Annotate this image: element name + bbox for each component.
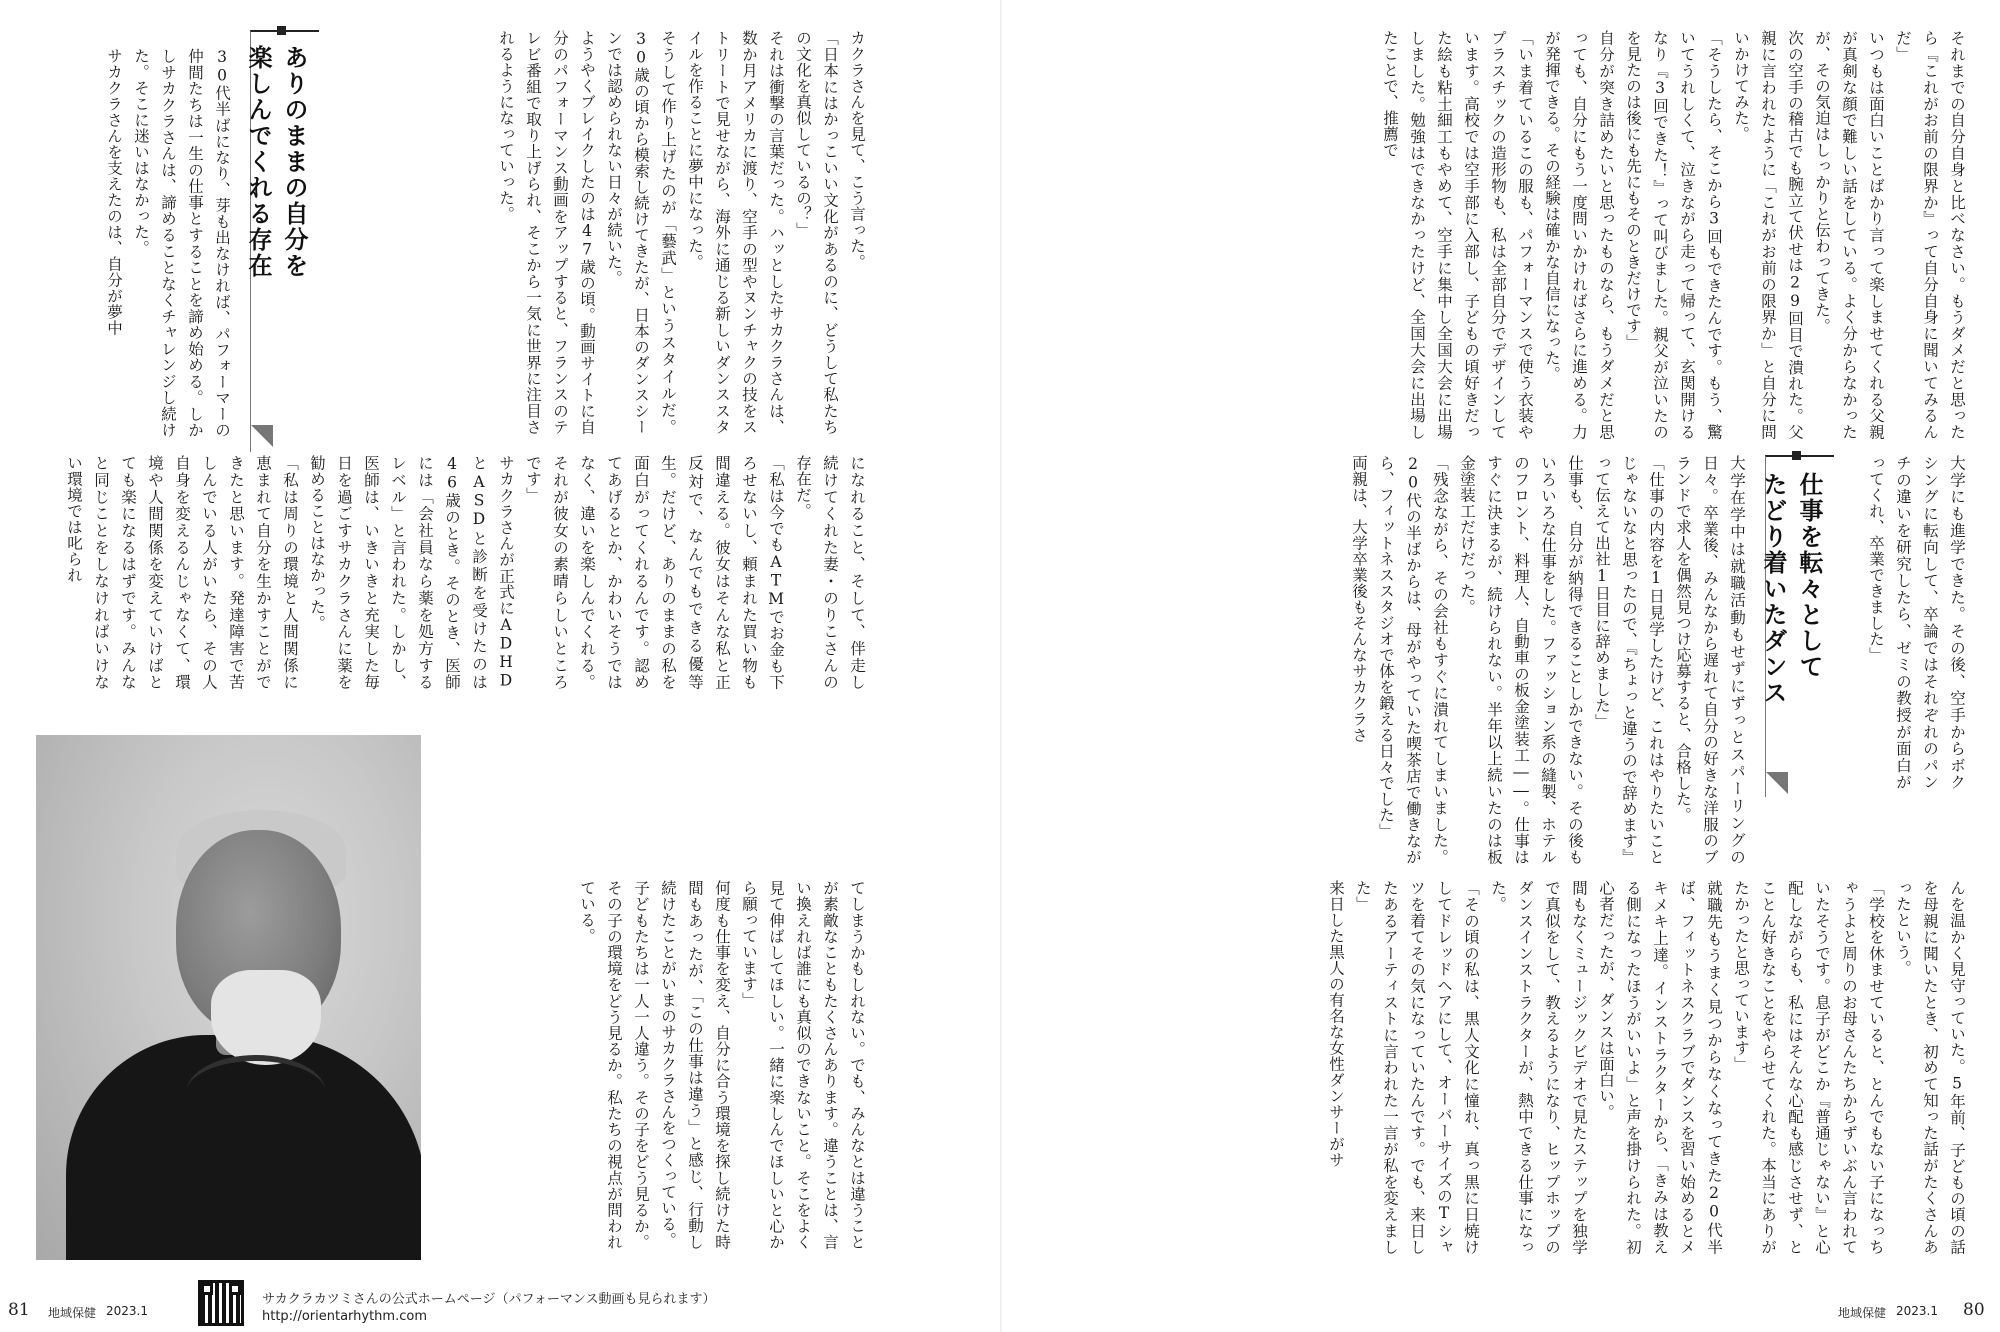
- left-top-column-2: 30代半ばになり、芽も出なければ、パフォーマーの仲間たちは一生の仕事とすることを諦め始める。しかしサカクラさんは、諦めることなくチャレンジし続けた。そこに迷いはなかった。 サカクラさんを支えたのは、自分が夢中: [105, 48, 231, 438]
- left-section-heading: ありのままの自分を 楽しんでくれる存在: [244, 45, 308, 279]
- left-magazine-name: 地域保健: [48, 1306, 97, 1320]
- page-gutter: [1000, 0, 1002, 1332]
- left-issue: 2023.1: [106, 1304, 148, 1318]
- homepage-caption: サカクラカツミさんの公式ホームページ（パフォーマンス動画も見られます）: [262, 1292, 716, 1307]
- left-heading-tail: [251, 425, 273, 447]
- right-top-column: それまでの自分自身と比べなさい。もうダメだと思ったら『これがお前の限界か』って自分自身に聞いてみるんだ」 いつもは面白いことばかり言って楽しませてくれる父親が真剣な顔で難しい話をしている。よく分からなかったが、その気迫はしっかりと伝わってきた。 次の空手の稽古でも腕立て伏せは29回目で潰れた。父親に言われたように「これがお前の限界か」と自分に問いかけてみた。 「そうしたら、そこから3回もできたんです。もう、驚いてうれしくて、泣きながら走って帰って、玄関開けるなり『3回できた！』って叫びました。親父が泣いたのを見たのは後にも先にもそのときだけです」 自分が突き詰めたいと思ったものなら、もうダメだと思っても、自分にもう一度問いかければさらに進める。力が発揮できる。その経験は確かな自信になった。 「いま着ているこの服も、パフォーマンスで使う衣装やプラスチックの造形物も、私は全部自分でデザインしています。高校では空手部に入部し、子どもの頃好きだった絵も粘土細工もやめて、空手に集中し全国大会に出場しました。勉強はできなかったけど、全国大会に出場したことで、推薦で: [1381, 30, 1966, 440]
- left-heading-mark: [277, 26, 286, 35]
- homepage-url-link[interactable]: http://orientarhythm.com: [262, 1309, 427, 1324]
- photo-collar: [186, 1055, 326, 1131]
- right-heading-mark: [1792, 451, 1801, 460]
- left-page-number: 81: [8, 1300, 30, 1320]
- left-middle-column: になれること、そして、伴走し続けてくれた妻・のりこさんの存在だ。 「私は今でもATMでお金も下ろせないし、頼まれた買い物も間違える。彼女はそんな私と正反対で、なんでもできる優等生。だけど、ありのままの私を面白がってくれるんです。認めてあげるとか、かわいそうではなく、違いを楽しんでくれる。それが彼女の素晴らしいところです」 サカクラさんが正式にADHDとASDと診断を受けたのは46歳のとき。そのとき、医師には「会社員なら薬を処方するレベル」と言われた。しかし、医師は、いきいきと充実した毎日を過ごすサカクラさんに薬を勧めることはなかった。 「私は周りの環境と人間関係に恵まれて自分を生かすことができたと思います。発達障害で苦しんでいる人がいたら、その人自身を変えるんじゃなくて、環境や人間関係を変えていけばとても楽になるはずです。みんなと同じことをしなければいけない環境では叱られ: [65, 455, 866, 690]
- right-bottom-column: んを温かく見守っていた。5年前、子どもの頃の話を母親に聞いたとき、初めて知った話がたくさんあったという。 「学校を休ませていると、とんでもない子になっちゃうよと周りのお母さんたちからずいぶん言われていたそうです。息子がどこか『普通じゃない』と心配しながらも、私にはそんな心配も感じさせず、とことん好きなことをやらせてくれた。本当にありがたかったと思っています」 就職先もうまく見つからなくなってきた20代半ば、フィットネスクラブでダンスを習い始めるとメキメキ上達。インストラクターから、「きみは教える側になったほうがいいよ」と声を掛けられた。初心者だったが、ダンスは面白い。 間もなくミュージックビデオで見たステップを独学で真似をして、教えるようになり、ヒップホップのダンスインストラクターが、熱中できる仕事になった。 「その頃の私は、黒人文化に憧れ、真っ黒に日焼けしてドレッドヘアにして、オーバーサイズのTシャツを着てその気になっていたんです。でも、来日したあるアーティストに言われた一言が私を変えました」 来日した黒人の有名な女性ダンサーがサ: [1327, 880, 1966, 1255]
- right-heading-tail: [1766, 772, 1788, 794]
- right-issue: 2023.1: [1896, 1304, 1938, 1318]
- right-magazine-name: 地域保健: [1838, 1306, 1887, 1320]
- right-section-heading: 仕事を転々として たどり着いたダンス: [1759, 472, 1823, 706]
- right-middle-column-2: 大学在学中は就職活動もせずにずっとスパーリングの日々。卒業後、みんなから遅れて自分の好きな洋服のブランドで求人を偶然見つけ応募すると、合格した。 「仕事の内容を1日見学したけど、これはやりたいことじゃないなと思ったので、『ちょっと違うので辞めます』って伝えて出社1日目に辞めました」 仕事も、自分が納得できることしかできない。その後もいろいろな仕事をした。ファッション系の縫製、ホテルのフロント、料理人、自動車の板金塗装工――。仕事はすぐに決まるが、続けられない。半年以上続いたのは板金塗装工だけだった。 「残念ながら、その会社もすぐに潰れてしまいました。20代の半ばからは、母がやっていた喫茶店で働きながら、フィットネススタジオで体を鍛える日々でした」 両親は、大学卒業後もそんなサカクラさ: [1350, 455, 1746, 865]
- right-middle-column-1: 大学にも進学できた。その後、空手からボクシングに転向して、卒論ではそれぞれのパンチの違いを研究したら、ゼミの教授が面白がってくれ、卒業できました」: [1867, 455, 1966, 790]
- qr-code-icon[interactable]: [198, 1280, 244, 1326]
- portrait-photo: [36, 735, 421, 1260]
- right-page-number: 80: [1963, 1300, 1985, 1320]
- left-bottom-column: てしまうかもしれない。でも、みんなとは違うことが素敵なこともたくさんあります。違うことは、言い換えれば誰にも真似のできないこと。そこをよく見て伸ばしてほしい。一緒に楽しんでほしいと心から願っています」 何度も仕事を変え、自分に合う環境を探し続けた時間もあったが、「この仕事は違う」と感じ、行動し続けたことがいまのサカクラさんをつくっている。 子どもたちは一人一人違う。その子をどう見るか。その子の環境をどう見るか。私たちの視点が問われている。: [578, 880, 866, 1250]
- photo-beard: [211, 970, 321, 1065]
- left-top-column-1: カクラさんを見て、こう言った。 「日本にはかっこいい文化があるのに、どうして私たちの文化を真似しているの？」 それは衝撃の言葉だった。ハッとしたサカクラさんは、数か月アメリカに渡り、空手の型やヌンチャクの技をストリートで見せながら、海外に通じる新しいダンススタイルを作ることに夢中になった。 そうして作り上げたのが「藝武」というスタイルだ。30歳の頃から模索し続けてきたが、日本のダンスシーンでは認められない日々が続いた。 ようやくブレイクしたのは47歳の頃。動画サイトに自分のパフォーマンス動画をアップすると、フランスのテレビ番組で取り上げられ、そこから一気に世界に注目されるようになっていった。: [497, 30, 866, 435]
